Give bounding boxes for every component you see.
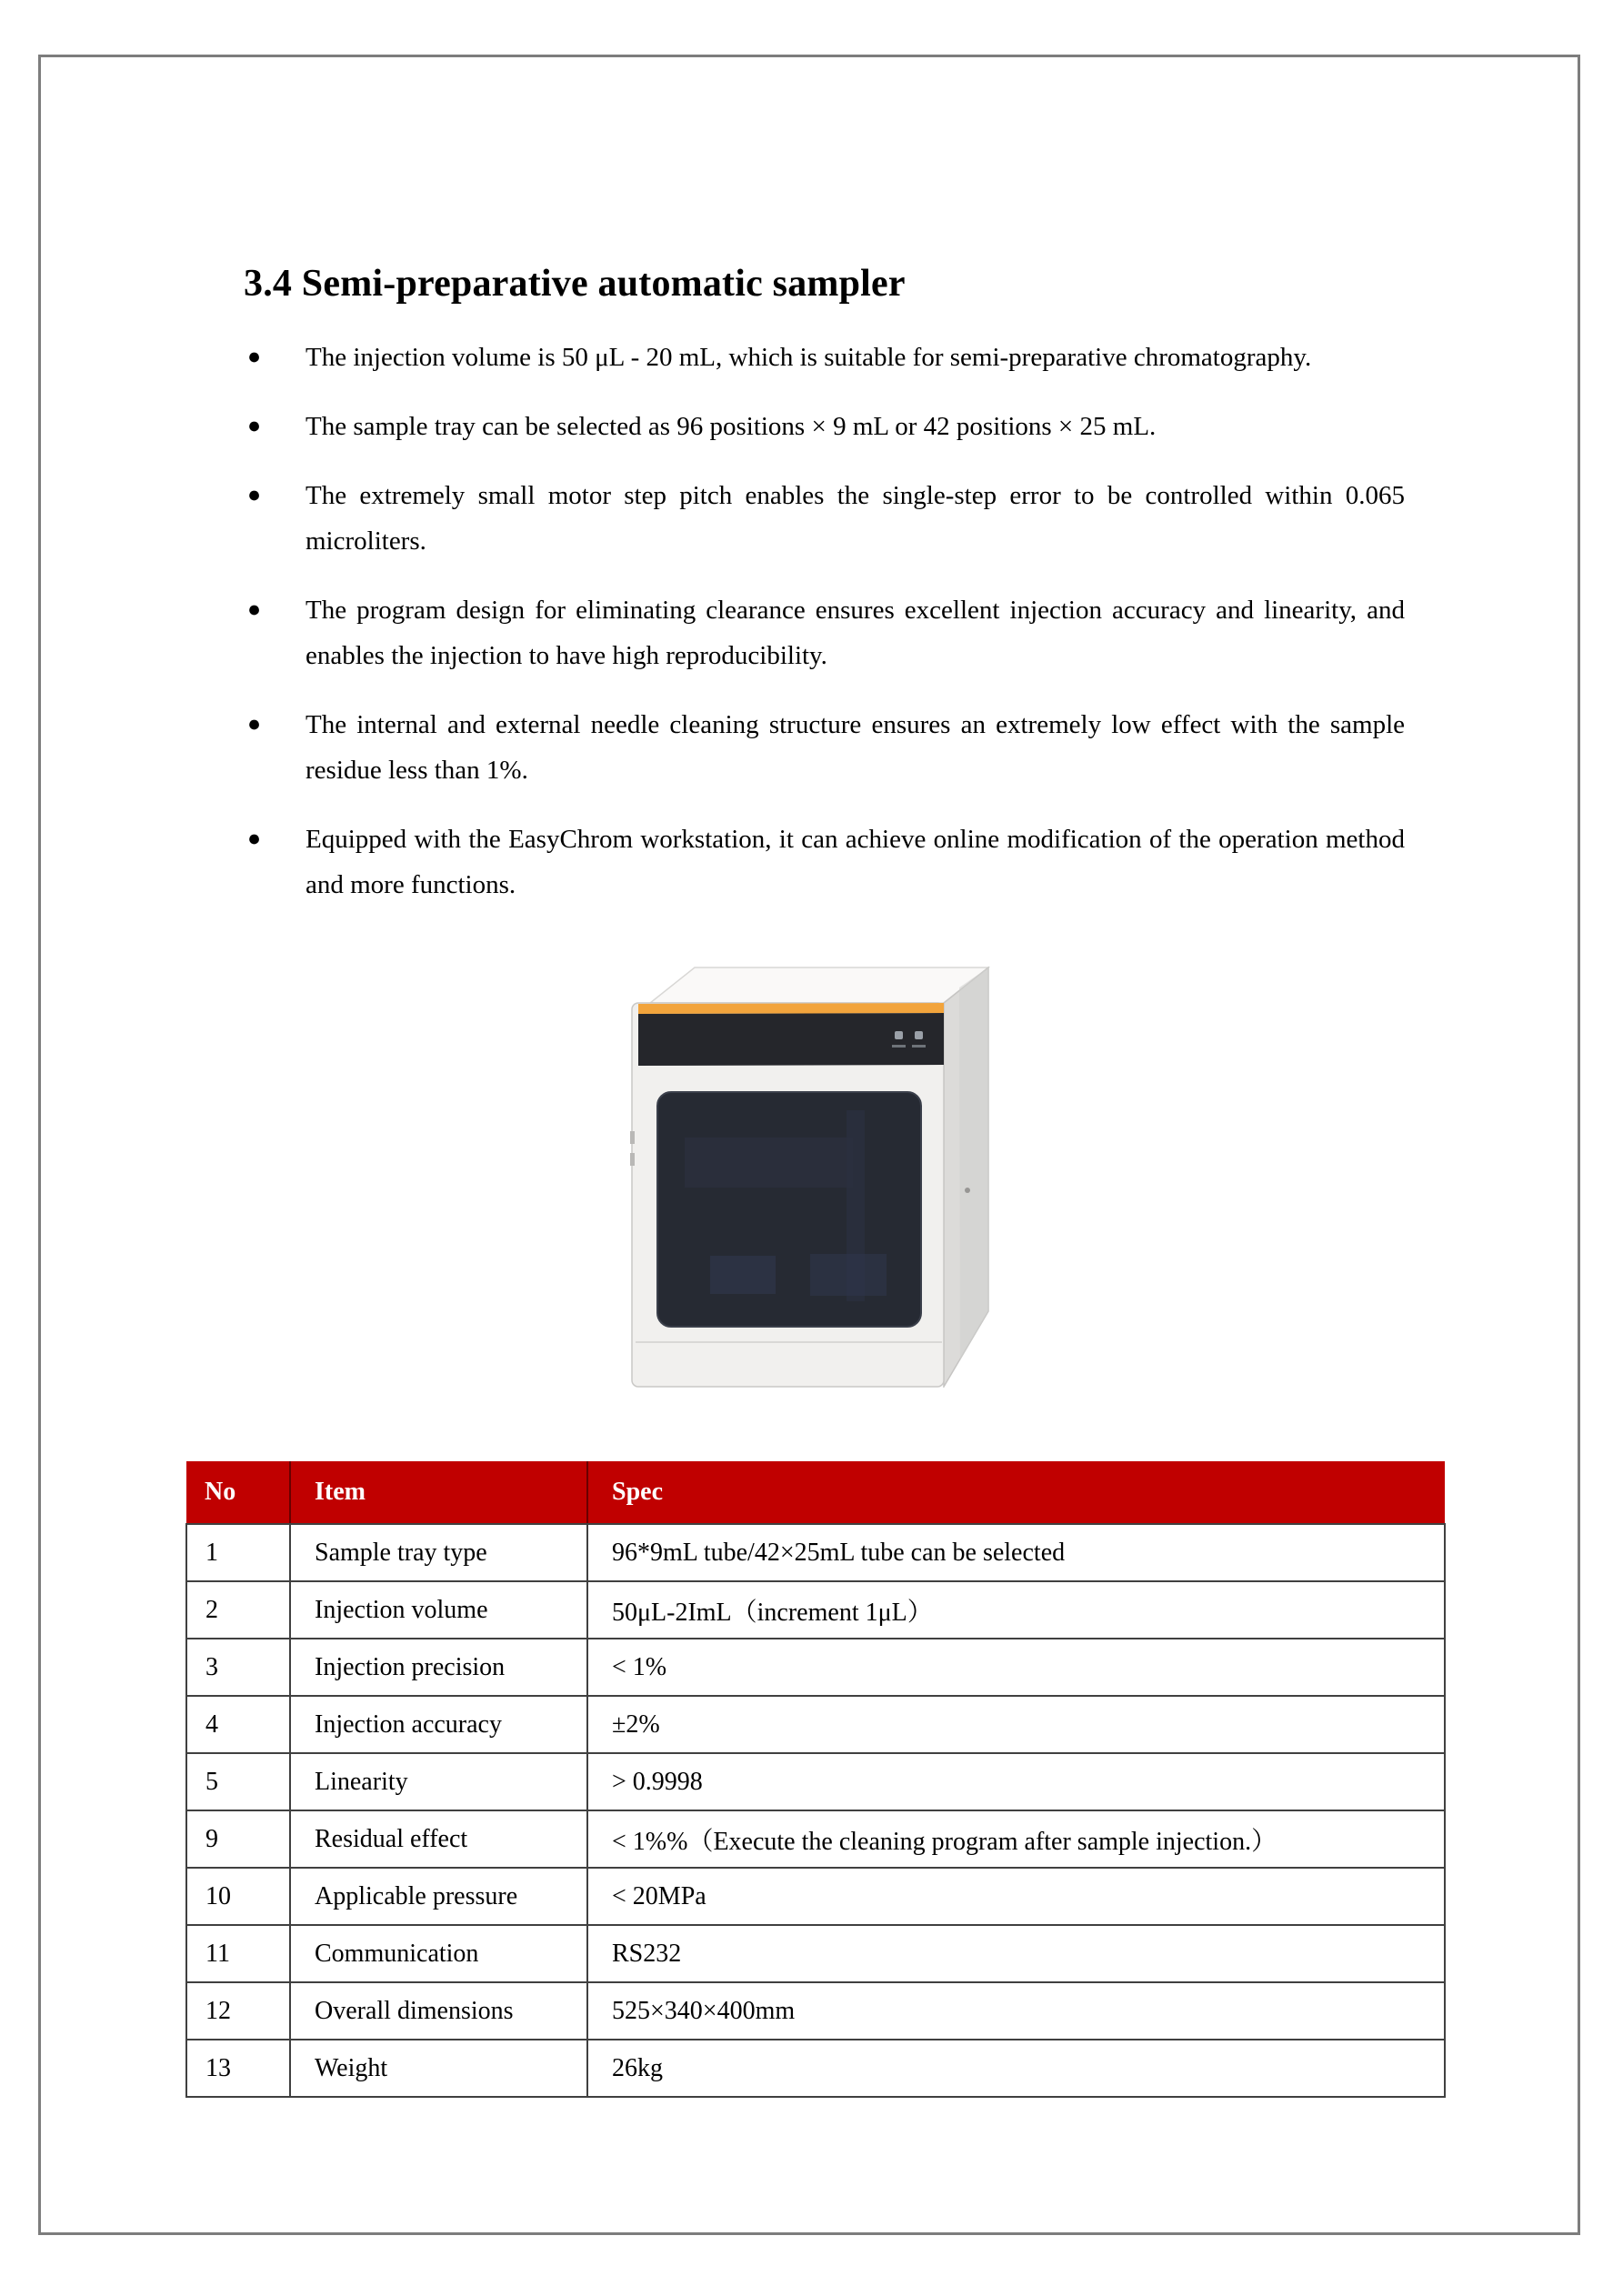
spec-table <box>185 1461 1446 2098</box>
cell-no: 4 <box>186 1696 290 1753</box>
table-row <box>186 1524 1445 1581</box>
bullet-icon: ● <box>247 827 262 851</box>
device-button-2-label <box>912 1045 926 1048</box>
table-row <box>186 1810 1445 1868</box>
cell-item: Injection volume <box>290 1581 587 1639</box>
feature-item <box>247 473 1405 564</box>
feature-text: The sample tray can be selected as 96 positions × 9 mL or 42 positions × 25 mL. <box>306 412 1157 441</box>
cell-no: 9 <box>186 1810 290 1868</box>
cell-spec: < 20MPa <box>587 1868 1445 1925</box>
feature-text: The injection volume is 50 μL - 20 mL, which is suitable for semi-preparative chromatography. <box>306 343 1312 372</box>
cell-spec: 96*9mL tube/42×25mL tube can be selected <box>587 1524 1445 1581</box>
header-no: No <box>186 1461 290 1524</box>
feature-text: The extremely small motor step pitch enables the single-step error to be controlled within 0.065 microliters. <box>306 481 1405 556</box>
feature-item <box>247 404 1405 449</box>
header-spec: Spec <box>587 1461 1445 1524</box>
bullet-icon: ● <box>247 414 262 438</box>
cell-spec: 26kg <box>587 2040 1445 2097</box>
cell-item: Injection precision <box>290 1639 587 1696</box>
feature-item <box>247 335 1405 380</box>
bullet-icon: ● <box>247 483 262 507</box>
cell-no: 11 <box>186 1925 290 1982</box>
section-title: 3.4 Semi-preparative automatic sampler <box>244 263 906 305</box>
bullet-icon: ● <box>247 345 262 369</box>
feature-text: The internal and external needle cleaning structure ensures an extremely low effect with the sample residue less than 1%. <box>306 710 1405 785</box>
cell-spec: 50μL-2ImL（increment 1μL） <box>587 1581 1445 1639</box>
device-hinge-1 <box>630 1131 635 1144</box>
cell-item: Sample tray type <box>290 1524 587 1581</box>
table-row <box>186 1982 1445 2040</box>
bullet-icon: ● <box>247 597 262 622</box>
cell-spec: < 1%%（Execute the cleaning program after sample injection.） <box>587 1810 1445 1868</box>
table-row <box>186 2040 1445 2097</box>
cell-item: Injection accuracy <box>290 1696 587 1753</box>
device-button-1 <box>895 1031 903 1039</box>
device-side-screw <box>965 1188 970 1193</box>
device-window-reflection-1 <box>685 1138 853 1188</box>
feature-text: The program design for eliminating clearance ensures excellent injection accuracy and linearity, and enables the injection to have high reproducibility. <box>306 596 1405 670</box>
table-row <box>186 1868 1445 1925</box>
cell-spec: < 1% <box>587 1639 1445 1696</box>
feature-item <box>247 702 1405 793</box>
cell-spec: RS232 <box>587 1925 1445 1982</box>
cell-no: 12 <box>186 1982 290 2040</box>
device-top-surface <box>650 968 988 1003</box>
cell-item: Applicable pressure <box>290 1868 587 1925</box>
device-button-2 <box>915 1031 923 1039</box>
header-item: Item <box>290 1461 587 1524</box>
spec-table-body <box>186 1524 1445 2097</box>
table-row <box>186 1753 1445 1810</box>
cell-no: 10 <box>186 1868 290 1925</box>
device-window-inner-1 <box>710 1256 776 1294</box>
table-row <box>186 1639 1445 1696</box>
device-button-1-label <box>892 1045 906 1048</box>
feature-item <box>247 817 1405 907</box>
feature-list <box>247 335 1405 931</box>
cell-item: Linearity <box>290 1753 587 1810</box>
cell-item: Overall dimensions <box>290 1982 587 2040</box>
cell-no: 5 <box>186 1753 290 1810</box>
device-accent-stripe <box>638 1003 944 1014</box>
cell-no: 3 <box>186 1639 290 1696</box>
device-hinge-2 <box>630 1153 635 1166</box>
cell-spec: > 0.9998 <box>587 1753 1445 1810</box>
feature-item <box>247 587 1405 678</box>
cell-no: 2 <box>186 1581 290 1639</box>
device-side-shade <box>959 968 988 1360</box>
table-row <box>186 1696 1445 1753</box>
cell-item: Residual effect <box>290 1810 587 1868</box>
cell-item: Weight <box>290 2040 587 2097</box>
table-row <box>186 1925 1445 1982</box>
table-row <box>186 1581 1445 1639</box>
cell-no: 1 <box>186 1524 290 1581</box>
bullet-icon: ● <box>247 712 262 737</box>
cell-no: 13 <box>186 2040 290 2097</box>
spec-table-header <box>186 1461 1445 1524</box>
sampler-device-illustration <box>630 960 994 1388</box>
cell-item: Communication <box>290 1925 587 1982</box>
cell-spec: 525×340×400mm <box>587 1982 1445 2040</box>
cell-spec: ±2% <box>587 1696 1445 1753</box>
device-image <box>630 960 994 1388</box>
device-window-inner-2 <box>810 1254 887 1296</box>
feature-text: Equipped with the EasyChrom workstation, it can achieve online modification of the operation method and more functions. <box>306 825 1405 899</box>
